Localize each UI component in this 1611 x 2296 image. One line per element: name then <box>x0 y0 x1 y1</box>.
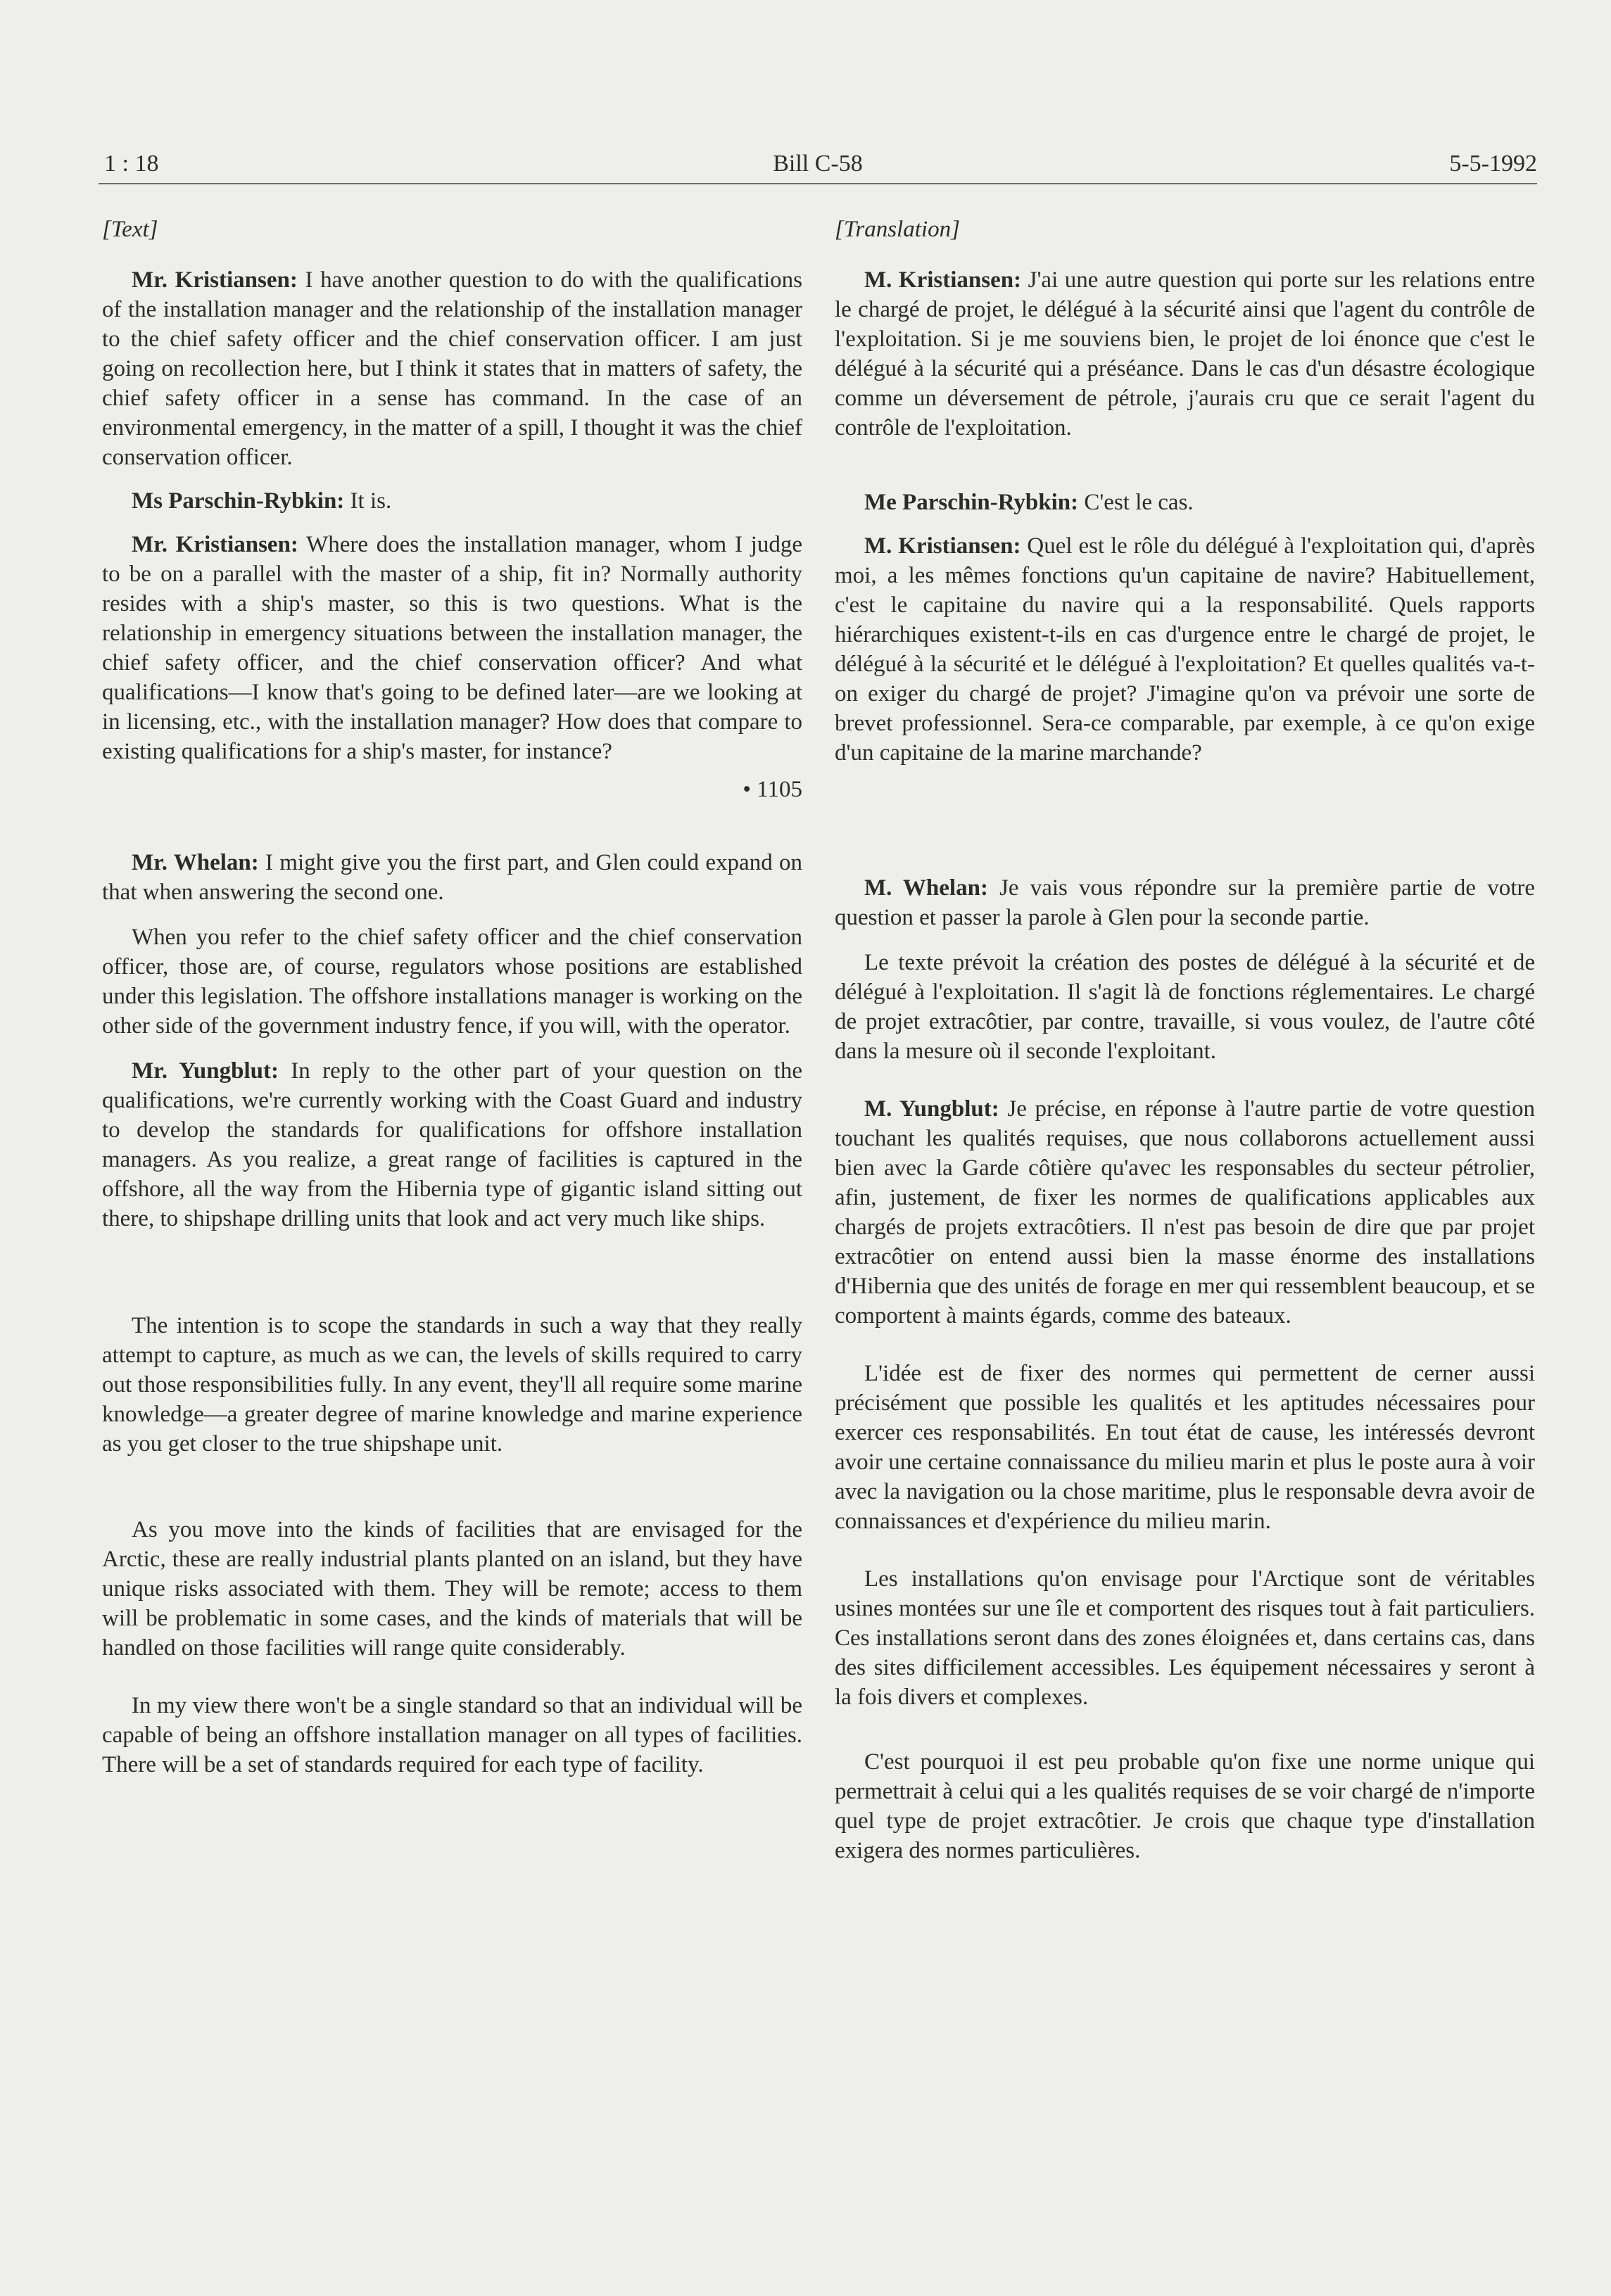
speech-text: Les installations qu'on envisage pour l'Arctique sont de véritables usines montées sur une île et comportent des risques tout à fait particuliers. Ces installations seront dans des zones éloignées et, dans certains cas, dans des sites difficilement accessibles. Les équipement nécessaires y seront à la fois divers et complexes. <box>835 1566 1535 1710</box>
speaker-name: Mr. Whelan: <box>132 850 259 875</box>
paragraph <box>835 873 1535 932</box>
speaker-name: Mr. Kristiansen: <box>132 267 298 293</box>
english-column <box>102 215 802 1795</box>
paragraph <box>102 1056 802 1233</box>
speech-text: In my view there won't be a single standard so that an individual will be capable of being an offshore installation manager on all types of facilities. There will be a set of standards required for each type of facility. <box>102 1693 802 1777</box>
paragraph <box>835 531 1535 768</box>
speech-text: I have another question to do with the qualifications of the installation manager and the relationship of the installation manager to the chief safety officer and the chief conservation officer. I am just going on recollection here, but I think it states that in matters of safety, the chief safety officer in a sense has command. In the case of an environmental emergency, in the matter of a spill, I thought it was the chief conservation officer. <box>102 267 803 470</box>
speech-text: L'idée est de fixer des normes qui permettent de cerner aussi précisément que possible les qualités et les aptitudes nécessaires pour exercer ces responsabilités. En tout état de cause, les intéressés devront avoir une certaine connaissance du milieu marin et plus le poste aura à voir avec la navigation ou la chose maritime, plus le responsable devra avoir de connaissances et d'expérience du milieu marin. <box>835 1361 1535 1534</box>
paragraph <box>102 1691 802 1780</box>
paragraph <box>102 848 802 907</box>
speech-text: Je vais vous répondre sur la première partie de votre question et passer la parole à Glen pour la seconde partie. <box>835 875 1535 930</box>
speech-text: The intention is to scope the standards in such a way that they really attempt to capture, as much as we can, the levels of skills required to carry out those responsibilities fully. In any event, they'll all require some marine knowledge—a greater degree of marine knowledge and marine experience as you get closer to the true shipshape unit. <box>102 1313 802 1457</box>
paragraph <box>102 265 802 472</box>
header-date: 5-5-1992 <box>1449 151 1537 177</box>
speech-text: It is. <box>344 488 392 514</box>
paragraph <box>102 1515 802 1663</box>
speech-text: C'est pourquoi il est peu probable qu'on fixe une norme unique qui permettrait à celui qui a les qualités requises de se voir chargé de n'importe quel type de projet extracôtier. Je crois que chaque type d'installation exigera des normes particulières. <box>835 1749 1535 1863</box>
speaker-name: Mr. Kristiansen: <box>132 532 298 557</box>
paragraph <box>835 1747 1535 1865</box>
french-column <box>835 215 1535 1881</box>
page-header <box>99 148 1537 184</box>
speech-text: In reply to the other part of your question on the qualifications, we're currently working with the Coast Guard and industry to develop the standards for qualifications for offshore installation managers. As you realize, a great range of facilities is captured in the offshore, all the way from the Hibernia type of gigantic island sitting out there, to shipshape drilling units that look and act very much like ships. <box>102 1058 803 1231</box>
speech-text: C'est le cas. <box>1078 490 1194 515</box>
paragraph <box>102 486 802 516</box>
paragraph <box>102 1311 802 1459</box>
paragraph <box>835 1564 1535 1712</box>
page-number: 1 : 18 <box>104 151 159 177</box>
speaker-name: M. Yungblut: <box>864 1096 999 1122</box>
speaker-name: Me Parschin-Rybkin: <box>864 490 1079 515</box>
speech-text: I might give you the first part, and Glen could expand on that when answering the second one. <box>102 850 802 905</box>
speech-text: Je précise, en réponse à l'autre partie de votre question touchant les qualités requises, que nous collaborons actuellement aussi bien avec la Garde côtière qu'avec les responsables du secteur pétrolier, afin, justement, de fixer les normes de qualifications applicables aux chargés de projets extracôtiers. Il n'est pas besoin de dire que par projet extracôtier on entend aussi bien la masse énorme des installations d'Hibernia que des unités de forage en mer qui ressemblent beaucoup, et se comportent à maints égards, comme des bateaux. <box>835 1096 1535 1328</box>
paragraph <box>835 1359 1535 1536</box>
speech-text: Le texte prévoit la création des postes de délégué à la sécurité et de délégué à l'exploitation. Il s'agit là de fonctions réglementaires. Le chargé de projet extracôtier, par contre, travaille, si vous voulez, de l'autre côté dans la mesure où il seconde l'exploitant. <box>835 950 1535 1064</box>
time-marker: • 1105 <box>743 777 802 802</box>
paragraph <box>102 922 802 1041</box>
paragraph <box>102 530 802 766</box>
translation-tag: [Translation] <box>835 217 960 242</box>
speaker-name: Ms Parschin-Rybkin: <box>132 488 345 514</box>
speech-text: J'ai une autre question qui porte sur les relations entre le chargé de projet, le délégué à la sécurité ainsi que l'agent du contrôle de l'exploitation. Si je me souviens bien, le projet de loi énonce que c'est le délégué à la sécurité qui a préséance. Dans le cas d'un désastre écologique comme un déversement de pétrole, j'aurais cru que ce serait l'agent du contrôle de l'exploitation. <box>835 267 1535 440</box>
speaker-name: M. Kristiansen: <box>864 267 1022 293</box>
speech-text: Quel est le rôle du délégué à l'exploitation qui, d'après moi, a les mêmes fonctions qu'un capitaine de navire? Habituellement, c'est le capitaine du navire qui a la responsabilité. Quels rapports hiérarchiques existent-t-ils en cas d'urgence entre le chargé de projet, le délégué à la sécurité et le délégué à l'exploitation? Et quelles qualités va-t-on exiger du chargé de projet? J'imagine qu'on va prévoir une sorte de brevet professionnel. Sera-ce comparable, par exemple, à ce qu'on exige d'un capitaine de la marine marchande? <box>835 533 1535 766</box>
speech-text: Where does the installation manager, whom I judge to be on a parallel with the master of a ship, fit in? Normally authority resides with a ship's master, so this is two questions. What is the relationship in emergency situations between the installation manager, the chief safety officer, and the chief conservation officer? And what qualifications—I know that's going to be defined later—are we looking at in licensing, etc., with the installation manager? How does that compare to existing qualifications for a ship's master, for instance? <box>102 532 802 764</box>
speaker-name: M. Whelan: <box>864 875 988 901</box>
speaker-name: M. Kristiansen: <box>864 533 1021 559</box>
text-tag: [Text] <box>102 217 158 242</box>
speech-text: When you refer to the chief safety officer and the chief conservation officer, those are, of course, regulators whose positions are established under this legislation. The offshore installations manager is working on the other side of the government industry fence, if you will, with the operator. <box>102 925 802 1039</box>
paragraph <box>835 948 1535 1066</box>
paragraph <box>835 1094 1535 1331</box>
bill-title: Bill C-58 <box>773 151 863 177</box>
paragraph <box>835 488 1535 517</box>
paragraph <box>835 265 1535 443</box>
speaker-name: Mr. Yungblut: <box>132 1058 279 1084</box>
speech-text: As you move into the kinds of facilities that are envisaged for the Arctic, these are really industrial plants planted on an island, but they have unique risks associated with them. They will be remote; access to them will be problematic in some cases, and the kinds of materials that will be handled on those facilities will range quite considerably. <box>102 1517 802 1661</box>
